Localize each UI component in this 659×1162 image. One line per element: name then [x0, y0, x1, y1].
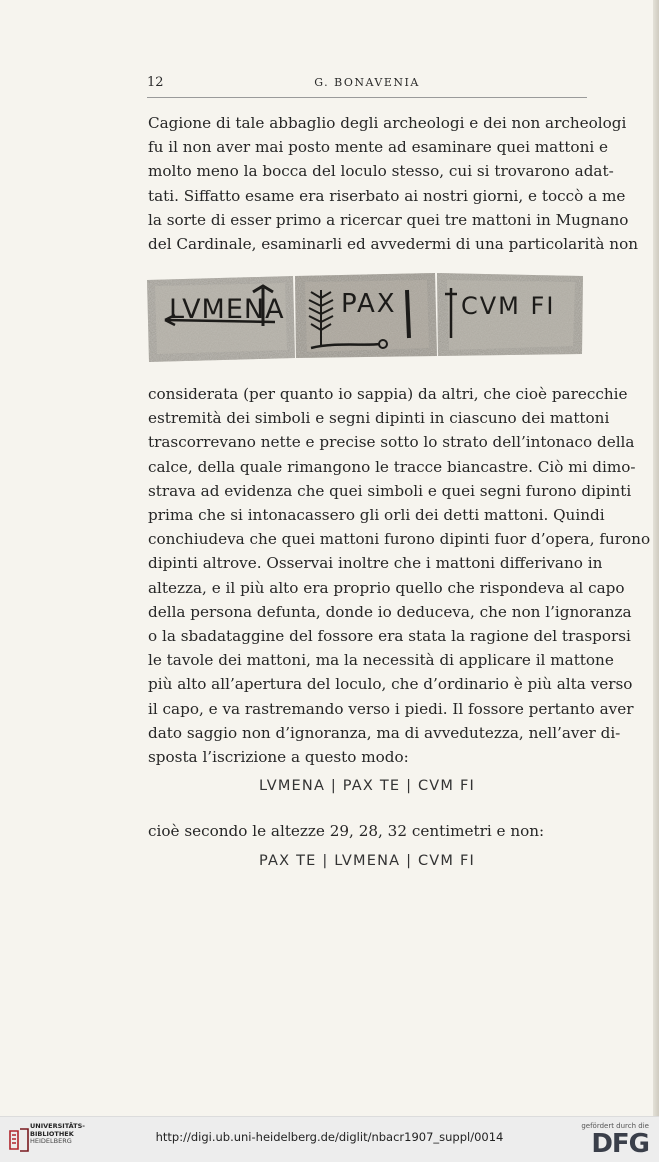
page-number: 12	[147, 75, 164, 90]
paragraph-2	[148, 382, 651, 769]
text-line: altezza, e il più alto era proprio quello che rispondeva al capo	[148, 578, 625, 597]
viewer-footer	[0, 1116, 659, 1162]
permalink-url[interactable]: http://digi.ub.uni-heidelberg.de/diglit/nbacr1907_suppl/0014	[155, 1130, 504, 1144]
library-line-1: UNIVERSITÄTS-	[30, 1122, 85, 1130]
funding-note: gefördert durch die	[581, 1122, 649, 1130]
text-line: tati. Siffatto esame era riserbato ai nostri giorni, e toccò a me	[148, 186, 626, 205]
running-head	[147, 75, 587, 95]
vertical-stroke	[407, 290, 409, 338]
text-line: il capo, e va rastremando verso i piedi. Il fossore pertanto aver	[148, 699, 634, 718]
text-line: dato saggio non d’ignoranza, ma di avvedutezza, nell’aver di-	[148, 723, 621, 742]
dfg-logo[interactable]: DFG	[591, 1129, 649, 1159]
brick-inscription-figure	[145, 268, 586, 368]
text-line: conchiudeva che quei mattoni furono dipinti fuor d’opera, furono	[148, 530, 651, 549]
text-line: la sorte di esser primo a ricercar quei tre mattoni in Mugnano	[148, 210, 629, 229]
text-line: sposta l’iscrizione a questo modo:	[148, 748, 409, 767]
running-head-author: G. BONAVENIA	[314, 76, 420, 89]
text-line: cioè secondo le altezze 29, 28, 32 centimetri e non:	[148, 822, 545, 840]
text-line: più alto all’apertura del loculo, che d’ordinario è più alta verso	[148, 675, 633, 694]
text-line: estremità dei simboli e segni dipinti in ciascuno dei mattoni	[148, 409, 610, 428]
library-line-2: BIBLIOTHEK	[30, 1129, 74, 1138]
text-line: le tavole dei mattoni, ma la necessità di applicare il mattone	[148, 651, 614, 670]
paragraph-3	[148, 819, 586, 843]
brick-text-cum-fi: CVM FI	[461, 292, 556, 320]
text-line: strava ad evidenza che quei simboli e quei segni furono dipinti	[148, 481, 632, 500]
text-line: del Cardinale, esaminarli ed avvedermi di una particolarità non	[148, 235, 638, 254]
text-line: trascorrevano nette e precise sotto lo strato dell’intonaco della	[148, 433, 635, 452]
brick-text-lumena: LVMENA	[169, 294, 285, 325]
text-line: calce, della quale rimangono le tracce biancastre. Ciò mi dimo-	[148, 457, 636, 476]
text-line: molto meno la bocca del loculo stesso, cui si trovarono adat-	[148, 162, 614, 181]
text-line: Cagione di tale abbaglio degli archeologi e dei non archeologi	[148, 114, 627, 132]
text-line: della persona defunta, donde io deduceva, che non l’ignoranza	[148, 602, 632, 621]
text-line: dipinti altrove. Osservai inoltre che i mattoni differivano in	[148, 554, 603, 573]
brick-text-pax: PAX	[341, 289, 397, 319]
library-line-3: HEIDELBERG	[30, 1137, 72, 1146]
page-edge-shadow	[653, 0, 659, 1116]
inscription-line-1: LVMENA | PAX TE | CVM FI	[259, 778, 475, 794]
inscription-line-2: PAX TE | LVMENA | CVM FI	[259, 853, 475, 869]
text-line: prima che si intonacassero gli orli dei detti mattoni. Quindi	[148, 506, 605, 525]
text-line: o la sbadataggine del fossore era stata la ragione del trasporsi	[148, 627, 631, 646]
header-rule	[147, 97, 587, 98]
text-line: considerata (per quanto io sappia) da altri, che cioè parecchie	[148, 385, 628, 403]
paragraph-1	[148, 111, 638, 256]
text-line: fu il non aver mai posto mente ad esaminare quei mattoni e	[148, 138, 609, 157]
